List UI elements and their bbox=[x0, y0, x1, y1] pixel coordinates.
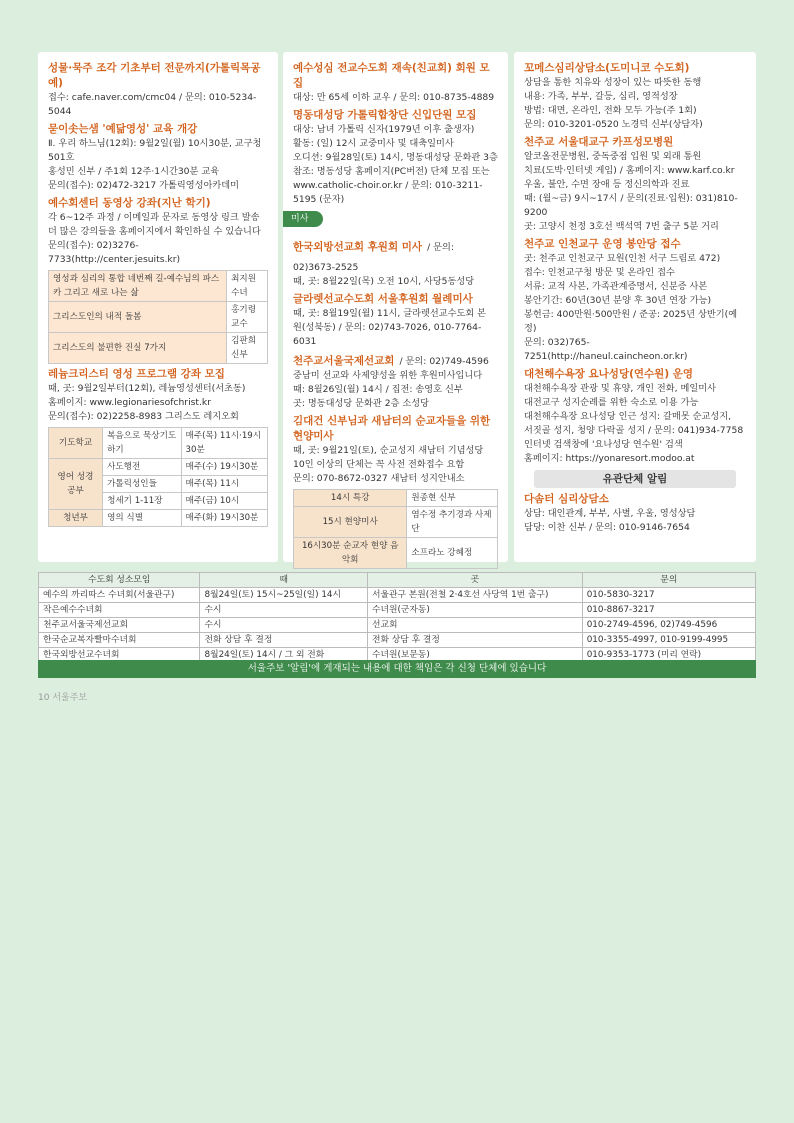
table-row bbox=[294, 538, 498, 569]
notice-line: 대상: 만 65세 이하 교우 / 문의: 010-8735-4889 bbox=[293, 92, 495, 103]
notice-line: 문의(접수): 02)472-3217 가톨릭영성아카데미 bbox=[48, 180, 239, 191]
page-footer: 10 서울주보 bbox=[38, 693, 88, 703]
notice-title: 천주교 인천교구 운영 봉안당 접수 bbox=[524, 238, 681, 250]
table-cell: 홍기령 교수 bbox=[227, 302, 268, 333]
table-cell: 010-5830-3217 bbox=[582, 588, 755, 603]
table-cell: 14시 특강 bbox=[294, 490, 407, 507]
notice-line: 더 많은 강의들을 홈페이지에서 확인하실 수 있습니다 bbox=[48, 226, 261, 237]
table-cell: 매주(금) 10시 bbox=[181, 493, 267, 510]
table-cell: 매주(화) 19시30분 bbox=[181, 510, 267, 527]
table-row bbox=[49, 271, 268, 302]
table-cell: 김판희 신부 bbox=[227, 333, 268, 364]
table-cell: 전화 상담 후 결정 bbox=[200, 633, 368, 648]
table-cell: 한국순교복자빨마수녀회 bbox=[39, 633, 200, 648]
table-cell: 영성과 심리의 통합 네번째 길-예수님의 파스카 그리고 새로 나는 삶 bbox=[49, 271, 227, 302]
notice-title-row bbox=[293, 235, 498, 275]
notice-title: 레늄크리스티 영성 프로그램 강좌 모집 bbox=[48, 368, 225, 380]
notice-line: 봉안기간: 60년(30년 분양 후 30년 연장 가능) bbox=[524, 295, 712, 306]
table-row bbox=[39, 588, 756, 603]
table-cell: 한국외방선교수녀회 bbox=[39, 648, 200, 663]
notice-line: 상담을 통한 치유와 성장이 있는 따뜻한 동행 bbox=[524, 77, 702, 88]
notice-line: / 문의: 02)749-4596 bbox=[399, 356, 489, 367]
notice-line: 곳: 명동대성당 문화관 2층 소성당 bbox=[293, 398, 429, 409]
table-cell: 영의 식별 bbox=[103, 510, 181, 527]
table-row bbox=[49, 302, 268, 333]
notice-line: 오디션: 9월28일(토) 14시, 명동대성당 문화관 3층 bbox=[293, 152, 498, 163]
notice-title: 꼬메스심리상담소(도미니코 수도회) bbox=[524, 62, 690, 74]
notice-line: Ⅱ. 우리 하느님(12회): 9월2일(월) 10시30분, 교구청 501호 bbox=[48, 138, 262, 163]
table-cell: 청년부 bbox=[49, 510, 103, 527]
table-cell: 천주교서울국제선교회 bbox=[39, 618, 200, 633]
notice-line: 활동: (일) 12시 교중미사 및 대축일미사 bbox=[293, 138, 454, 149]
table-cell: 최지원 수녀 bbox=[227, 271, 268, 302]
notice-title: 천주교 서울대교구 카프성모병원 bbox=[524, 136, 674, 148]
table-row bbox=[49, 510, 268, 527]
table-header: 수도회 성소모임 bbox=[39, 573, 200, 588]
notice-line: 알코올전문병원, 중독중점 입원 및 외래 통원 bbox=[524, 151, 702, 162]
notice-title: 명동대성당 가톨릭합창단 신입단원 모집 bbox=[293, 109, 477, 121]
notice-line: 홈페이지: https://yonaresort.modoo.at bbox=[524, 453, 695, 464]
notice-title: 천주교서울국제선교회 bbox=[293, 355, 395, 367]
table-cell: 선교회 bbox=[368, 618, 583, 633]
notice-title-row bbox=[293, 349, 498, 369]
table-cell: 염수정 추기경과 사제단 bbox=[407, 507, 498, 538]
memorial-table bbox=[293, 489, 498, 569]
table-cell: 예수의 까리따스 수녀회(서울관구) bbox=[39, 588, 200, 603]
section-tag-wrap bbox=[283, 211, 508, 231]
table-row bbox=[49, 428, 268, 459]
section-tag: 미사 bbox=[283, 211, 323, 227]
notice-line: 대천해수욕장 관광 및 휴양, 개인 전화, 메일미사 bbox=[524, 383, 716, 394]
table-cell: 전화 상담 후 결정 bbox=[368, 633, 583, 648]
notice-title: 다솜터 심리상담소 bbox=[524, 493, 609, 505]
table-cell: 수녀원(보문동) bbox=[368, 648, 583, 663]
notice-title: 대천해수욕장 요나성당(연수원) 운영 bbox=[524, 368, 694, 380]
table-cell: 수시 bbox=[200, 603, 368, 618]
table-cell: 010-9353-1773 (미리 연락) bbox=[582, 648, 755, 663]
table-cell: 가톨릭성인들 bbox=[103, 476, 181, 493]
notice-line: 때, 곳: 9월21일(토), 순교성지 새남터 기념성당 bbox=[293, 445, 484, 456]
table-row bbox=[294, 490, 498, 507]
table-cell: 15시 현양미사 bbox=[294, 507, 407, 538]
table-row bbox=[49, 333, 268, 364]
notice-line: 대천해수욕장 요나성당 인근 성지: 갈매못 순교성지, bbox=[524, 411, 731, 422]
table-header: 곳 bbox=[368, 573, 583, 588]
table-header: 문의 bbox=[582, 573, 755, 588]
table-cell: 영어 성경 공부 bbox=[49, 459, 103, 510]
notice-line: www.catholic-choir.or.kr / 문의: 010-3211-5195 (문자) bbox=[293, 180, 483, 205]
table-row bbox=[49, 459, 268, 476]
program-table bbox=[48, 427, 268, 527]
table-cell: 8월24일(토) 14시 / 그 외 전화 bbox=[200, 648, 368, 663]
notice-line: 내용: 가족, 부부, 갈등, 심리, 영적성장 bbox=[524, 91, 678, 102]
table-cell: 서울관구 본원(전철 2·4호선 사당역 1번 출구) bbox=[368, 588, 583, 603]
disclaimer-bar: 서울주보 '알림'에 게재되는 내용에 대한 책임은 각 신청 단체에 있습니다 bbox=[38, 660, 756, 678]
section-header-pill: 유관단체 알림 bbox=[534, 470, 736, 488]
table-cell: 매주(수) 19시30분 bbox=[181, 459, 267, 476]
notice-line: 문의: 032)765-7251(http://haneul.caincheon.or.kr) bbox=[524, 337, 688, 362]
notice-title: 성물·묵주 조각 기초부터 전문까지(가톨릭목공예) bbox=[48, 62, 261, 89]
vocation-table bbox=[38, 572, 756, 663]
notice-line: 곳: 고양시 천정 3호선 백석역 7번 출구 5분 거리 bbox=[524, 221, 719, 232]
notice-title: 글라렛선교수도회 서울후원회 월례미사 bbox=[293, 293, 473, 305]
table-cell: 그리스도인의 내적 돌봄 bbox=[49, 302, 227, 333]
table-cell: 복음으로 묵상기도하기 bbox=[103, 428, 181, 459]
column-right bbox=[514, 52, 756, 562]
notice-line: 때, 곳: 9월2일부터(12회), 레늄영성센터(서초동) bbox=[48, 383, 246, 394]
notice-line: 대상: 남녀 가톨릭 신자(1979년 이후 출생자) bbox=[293, 124, 475, 135]
table-row bbox=[294, 507, 498, 538]
notice-line: 때, 곳: 8월22일(목) 오전 10시, 사당5동성당 bbox=[293, 276, 475, 287]
lecture-table bbox=[48, 270, 268, 364]
notice-title: 예수회센터 동영상 강좌(지난 학기) bbox=[48, 197, 211, 209]
notice-line: 문의(접수): 02)2258-8983 그리스도 레지오회 bbox=[48, 411, 239, 422]
notice-line: 때, 곳: 8월19일(월) 11시, 글라렛선교수도회 본 bbox=[293, 308, 487, 319]
notice-line: 접수: 인천교구청 방문 및 온라인 접수 bbox=[524, 267, 675, 278]
table-cell: 8월24일(토) 15시~25일(일) 14시 bbox=[200, 588, 368, 603]
notice-line: 문의: 070-8672-0327 새남터 성지안내소 bbox=[293, 473, 465, 484]
table-cell: 원종현 신부 bbox=[407, 490, 498, 507]
notice-title: 예수성심 전교수도회 재속(친교회) 회원 모집 bbox=[293, 62, 490, 89]
notice-line: 담당: 이찬 신부 / 문의: 010-9146-7654 bbox=[524, 522, 690, 533]
notice-line: 봉헌금: 400만원·500만원 / 준공: 2025년 상반기(예정) bbox=[524, 309, 738, 334]
notice-line: 상담: 대인관계, 부부, 사별, 우울, 영성상담 bbox=[524, 508, 696, 519]
notice-line: 때: (월~금) 9시~17시 / 문의(진료·입원): 031)810-9200 bbox=[524, 193, 738, 218]
notice-line: 대전교구 성지순례를 위한 숙소로 이용 가능 bbox=[524, 397, 699, 408]
notice-line: 문의(접수): 02)3276-7733(http://center.jesuits.kr) bbox=[48, 240, 181, 265]
column-left bbox=[38, 52, 278, 562]
notice-line: 치료(도박·인터넷 게임) / 홈페이지: www.karf.co.kr bbox=[524, 165, 735, 176]
notice-line: 때: 8월26일(월) 14시 / 집전: 송영호 신부 bbox=[293, 384, 463, 395]
notice-line: 우울, 불안, 수면 장애 등 정신의학과 진료 bbox=[524, 179, 690, 190]
notice-line: / 문의: 02)3673-2525 bbox=[293, 242, 454, 273]
table-header: 때 bbox=[200, 573, 368, 588]
notice-title: 김대건 신부님과 새남터의 순교자들을 위한 현양미사 bbox=[293, 415, 491, 442]
notice-title: 묻이솟는샘 '예닮영성' 교육 개강 bbox=[48, 123, 198, 135]
table-cell: 수시 bbox=[200, 618, 368, 633]
table-cell: 소프라노 강혜정 bbox=[407, 538, 498, 569]
notice-line: 원(성북동) / 문의: 02)743-7026, 010-7764-6031 bbox=[293, 322, 482, 347]
table-header-row bbox=[39, 573, 756, 588]
notice-line: 서짓골 성지, 청양 다락골 성지 / 문의: 041)934-7758 bbox=[524, 425, 744, 436]
vocation-table-section bbox=[38, 572, 756, 663]
table-row bbox=[39, 618, 756, 633]
table-cell: 수녀원(군자동) bbox=[368, 603, 583, 618]
notice-line: 방법: 대면, 온라인, 전화 모두 가능(주 1회) bbox=[524, 105, 697, 116]
table-cell: 010-8867-3217 bbox=[582, 603, 755, 618]
notice-line: 문의: 010-3201-0520 노경덕 신부(상담자) bbox=[524, 119, 703, 130]
table-cell: 매주(목) 11시 bbox=[181, 476, 267, 493]
column-middle bbox=[283, 52, 508, 565]
notice-line: 접수: cafe.naver.com/cmc04 / 문의: 010-5234-5044 bbox=[48, 92, 257, 117]
notice-line: 중남미 선교와 사제양성을 위한 후원미사입니다 bbox=[293, 370, 483, 381]
table-cell: 그리스도의 불편한 진실 7가지 bbox=[49, 333, 227, 364]
table-cell: 16시30분 순교자 현양 음악회 bbox=[294, 538, 407, 569]
table-cell: 매주(목) 11시·19시30분 bbox=[181, 428, 267, 459]
table-row bbox=[39, 603, 756, 618]
table-cell: 사도행전 bbox=[103, 459, 181, 476]
notice-line: 홍성민 신부 / 주1회 12주·1시간30분 교육 bbox=[48, 166, 220, 177]
notice-line: 서류: 교적 사본, 가족관계증명서, 신분증 사본 bbox=[524, 281, 708, 292]
table-cell: 010-3355-4997, 010-9199-4995 bbox=[582, 633, 755, 648]
notice-line: 참조: 명동성당 홈페이지(PC버전) 단체 모집 또는 bbox=[293, 166, 490, 177]
notice-line: 10인 이상의 단체는 꼭 사전 전화접수 요함 bbox=[293, 459, 465, 470]
table-cell: 작은예수수녀회 bbox=[39, 603, 200, 618]
table-cell: 010-2749-4596, 02)749-4596 bbox=[582, 618, 755, 633]
notice-line: 홈페이지: www.legionariesofchrist.kr bbox=[48, 397, 212, 408]
table-cell: 기도학교 bbox=[49, 428, 103, 459]
table-row bbox=[39, 633, 756, 648]
notice-title: 한국외방선교회 후원회 미사 bbox=[293, 241, 423, 253]
table-cell: 청세기 1-11장 bbox=[103, 493, 181, 510]
notice-line: 곳: 천주교 인천교구 묘원(인천 서구 드림로 472) bbox=[524, 253, 721, 264]
notice-line: 인터넷 검색창에 '요나성당 연수원' 검색 bbox=[524, 439, 683, 450]
notice-line: 각 6~12주 과정 / 이메일과 문자로 동영상 링크 발송 bbox=[48, 212, 260, 223]
